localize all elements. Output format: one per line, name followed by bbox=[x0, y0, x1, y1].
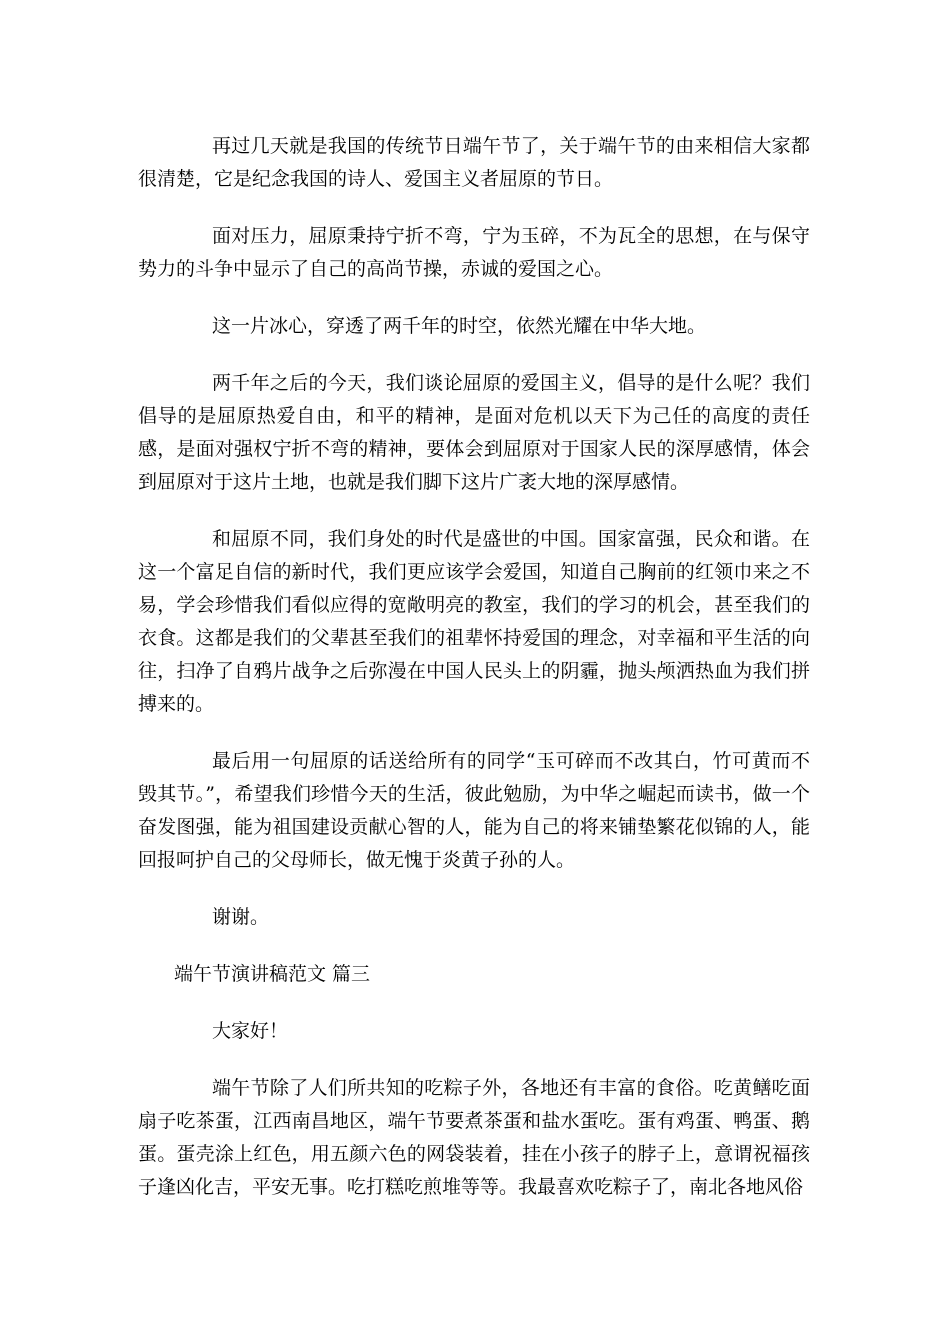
document-body bbox=[138, 130, 810, 1228]
paragraph-food-customs: 端午节除了人们所共知的吃粽子外，各地还有丰富的食俗。吃黄鳝吃面扇子吃茶蛋，江西南昌地区，端午节要煮茶蛋和盐水蛋吃。蛋有鸡蛋、鸭蛋、鹅蛋。蛋壳涂上红色，用五颜六色的网袋装着，挂在小孩子的脖子上，意谓祝福孩子逢凶化吉，平安无事。吃打糕吃煎堆等等。我最喜欢吃粽子了，南北各地风俗 bbox=[138, 1077, 810, 1198]
paragraph-modern-era: 和屈原不同，我们身处的时代是盛世的中国。国家富强，民众和谐。在这一个富足自信的新时代，我们更应该学会爱国，知道自己胸前的红领巾来之不易，学会珍惜我们看似应得的宽敞明亮的教室，我们的学习的机会，甚至我们的衣食。这都是我们的父辈甚至我们的祖辈怀持爱国的理念，对幸福和平生活的向往，扫净了自鸦片战争之后弥漫在中国人民头上的阴霾，抛头颅洒热血为我们拼搏来的。 bbox=[138, 528, 810, 715]
greeting: 大家好！ bbox=[212, 1020, 289, 1042]
section-heading: 端午节演讲稿范文 篇三 bbox=[174, 963, 371, 985]
paragraph-festival-intro: 再过几天就是我国的传统节日端午节了，关于端午节的由来相信大家都很清楚，它是纪念我国的诗人、爱国主义者屈原的节日。 bbox=[138, 135, 810, 190]
paragraph-quyuan-integrity: 面对压力，屈原秉持宁折不弯，宁为玉碎，不为瓦全的思想，在与保守势力的斗争中显示了自己的高尚节操，赤诚的爱国之心。 bbox=[138, 225, 810, 280]
paragraph-ice-heart: 这一片冰心，穿透了两千年的时空，依然光耀在中华大地。 bbox=[212, 315, 707, 337]
paragraph-closing-quote: 最后用一句屈原的话送给所有的同学“玉可碎而不改其白，竹可黄而不毁其节。”，希望我们珍惜今天的生活，彼此勉励，为中华之崛起而读书，做一个奋发图强，能为祖国建设贡献心智的人，能为自己的将来铺垫繁花似锦的人，能回报呵护自己的父母师长，做无愧于炎黄子孙的人。 bbox=[138, 750, 810, 871]
paragraph-thanks: 谢谢。 bbox=[212, 906, 270, 928]
paragraph-patriotism-today: 两千年之后的今天，我们谈论屈原的爱国主义，倡导的是什么呢？我们倡导的是屈原热爱自由，和平的精神，是面对危机以天下为己任的高度的责任感，是面对强权宁折不弯的精神，要体会到屈原对于国家人民的深厚感情，体会到屈原对于这片土地，也就是我们脚下这片广袤大地的深厚感情。 bbox=[138, 372, 810, 493]
